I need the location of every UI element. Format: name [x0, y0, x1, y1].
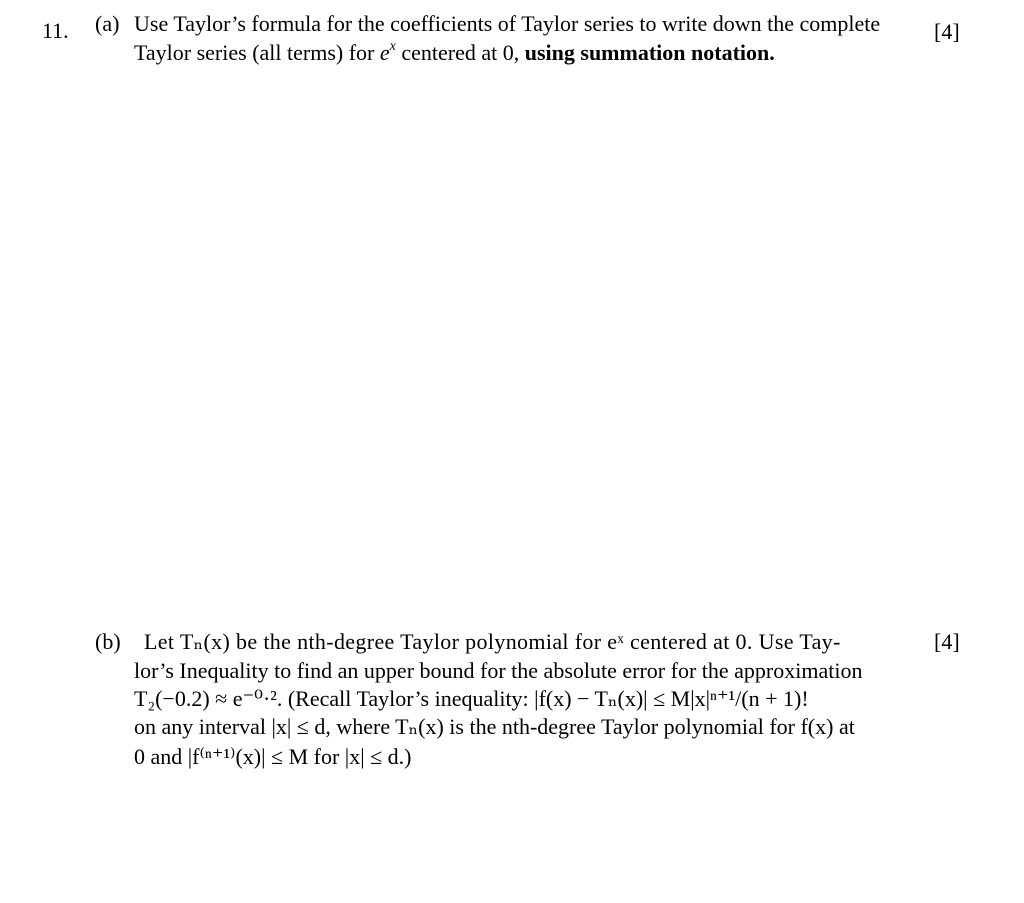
part-b-line-2: lor’s Inequality to find an upper bound for the absolute error for the approximation — [134, 658, 863, 683]
part-a-line-2-middle: centered at 0, — [395, 40, 525, 65]
exponent-x: x — [389, 39, 396, 54]
part-a-line-2-bold: using summation notation. — [524, 40, 775, 65]
part-b-line-3: T₂(−0.2) ≈ e⁻⁰·². (Recall Taylor’s inequality: |f(x) − Tₙ(x)| ≤ M|x|ⁿ⁺¹/(n + 1)! — [134, 686, 809, 711]
part-b-marks: [4] — [934, 629, 960, 654]
part-a-label: (a) — [95, 11, 120, 36]
part-b-line-4: on any interval |x| ≤ d, where Tₙ(x) is the nth-degree Taylor polynomial for f(x) at — [134, 714, 855, 739]
part-b-line-1: Let Tₙ(x) be the nth-degree Taylor polynomial for eˣ centered at 0. Use Tay- — [144, 629, 841, 654]
part-a-marks: [4] — [934, 19, 960, 44]
part-b-line-5: 0 and |f⁽ⁿ⁺¹⁾(x)| ≤ M for |x| ≤ d.) — [134, 744, 412, 769]
e-symbol: e — [379, 40, 390, 65]
part-a-line-1: Use Taylor’s formula for the coefficients of Taylor series to write down the complete — [134, 11, 881, 36]
part-a-line-2-prefix: Taylor series (all terms) for — [134, 40, 380, 65]
question-number: 11. — [42, 18, 69, 43]
part-b-label: (b) — [95, 629, 121, 654]
part-a-line-2 — [134, 40, 775, 66]
